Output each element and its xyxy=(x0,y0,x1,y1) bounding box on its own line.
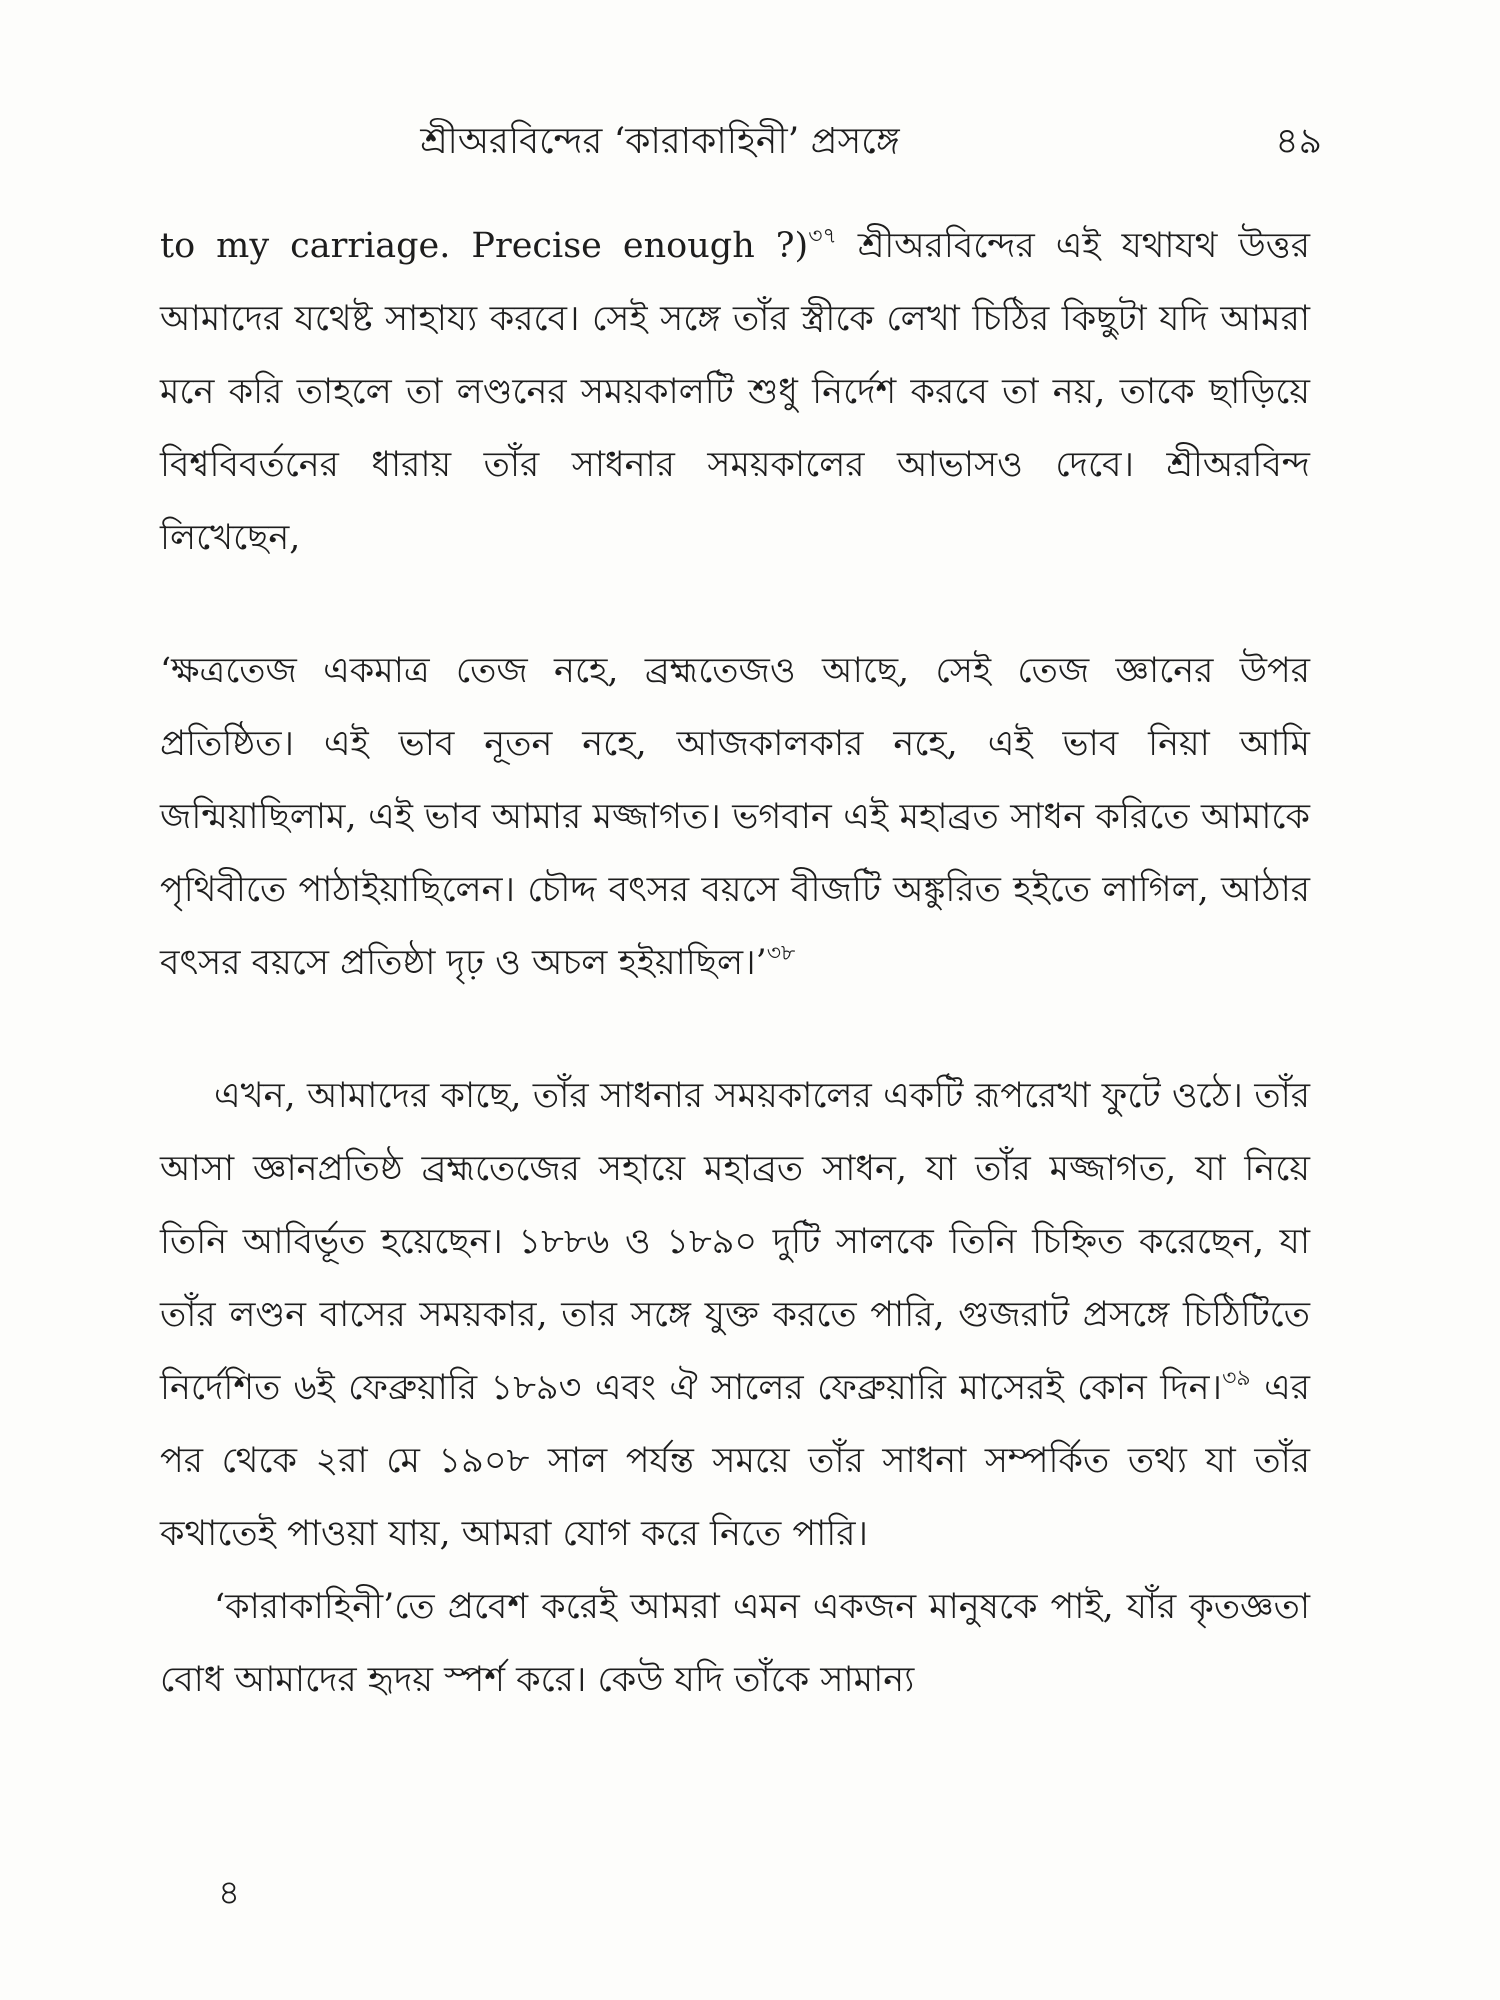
quote-text: ‘ক্ষত্রতেজ একমাত্র তেজ নহে, ব্রহ্মতেজও আছে, সেই তেজ জ্ঞানের উপর প্রতিষ্ঠিত। এই ভাব নূতন নহে, আজকালকার নহে, এই ভাব নিয়া আমি জন্মিয়াছিলাম, এই ভাব আমার মজ্জাগত। ভগবান এই মহাব্রত সাধন করিতে আমাকে পৃথিবীতে পাঠাইয়াছিলেন। চৌদ্দ বৎসর বয়সে বীজটি অঙ্কুরিত হইতে লাগিল, আঠার বৎসর বয়সে প্রতিষ্ঠা দৃঢ় ও অচল হইয়াছিল।’ xyxy=(160,651,1310,983)
paragraph-1-text: to my carriage. Precise enough ?) xyxy=(160,226,809,266)
paragraph-1 xyxy=(160,210,1310,575)
footnote-ref-37: ৩৭ xyxy=(808,224,837,249)
body-text xyxy=(160,210,1310,1717)
running-title: শ্রীঅরবিন্দের ‘কারাকাহিনী’ প্রসঙ্গে xyxy=(420,121,900,162)
page-number: ৪৯ xyxy=(1275,121,1322,162)
paragraph-3-tail: এর পর থেকে ২রা মে ১৯০৮ সাল পর্যন্ত সময়ে তাঁর সাধনা সম্পর্কিত তথ্য যা তাঁর কথাতেই পাওয়া যায়, আমরা যোগ করে নিতে পারি। xyxy=(160,1368,1310,1554)
paragraph-4-text: ‘কারাকাহিনী’তে প্রবেশ করেই আমরা এমন একজন মানুষকে পাই, যাঁর কৃতজ্ঞতা বোধ আমাদের হৃদয় স্পর্শ করে। কেউ যদি তাঁকে সামান্য xyxy=(160,1587,1310,1700)
paragraph-gap xyxy=(160,1000,1310,1060)
paragraph-3 xyxy=(160,1060,1310,1571)
paragraph-1-tail: শ্রীঅরবিন্দের এই যথাযথ উত্তর আমাদের যথেষ্ট সাহায্য করবে। সেই সঙ্গে তাঁর স্ত্রীকে লেখা চিঠির কিছুটা যদি আমরা মনে করি তাহলে তা লণ্ডনের সময়কালটি শুধু নির্দেশ করবে তা নয়, তাকে ছাড়িয়ে বিশ্ববিবর্তনের ধারায় তাঁর সাধনার সময়কালের আভাসও দেবে। শ্রীঅরবিন্দ লিখেছেন, xyxy=(160,226,1310,558)
paragraph-4 xyxy=(160,1571,1310,1717)
running-header xyxy=(160,112,1322,172)
quote-paragraph xyxy=(160,635,1310,1000)
footer-folio: ৪ xyxy=(218,1873,241,1913)
footnote-ref-39: ৩৯ xyxy=(1222,1366,1251,1391)
footnote-ref-38: ৩৮ xyxy=(766,941,796,966)
paragraph-3-text: এখন, আমাদের কাছে, তাঁর সাধনার সময়কালের একটি রূপরেখা ফুটে ওঠে। তাঁর আসা জ্ঞানপ্রতিষ্ঠ ব্রহ্মতেজের সহায়ে মহাব্রত সাধন, যা তাঁর মজ্জাগত, যা নিয়ে তিনি আবির্ভূত হয়েছেন। ১৮৮৬ ও ১৮৯০ দুটি সালকে তিনি চিহ্নিত করেছেন, যা তাঁর লণ্ডন বাসের সময়কার, তার সঙ্গে যুক্ত করতে পারি, গুজরাট প্রসঙ্গে চিঠিটিতে নির্দেশিত ৬ই ফেব্রুয়ারি ১৮৯৩ এবং ঐ সালের ফেব্রুয়ারি মাসেরই কোন দিন। xyxy=(160,1076,1310,1408)
paragraph-gap xyxy=(160,575,1310,635)
